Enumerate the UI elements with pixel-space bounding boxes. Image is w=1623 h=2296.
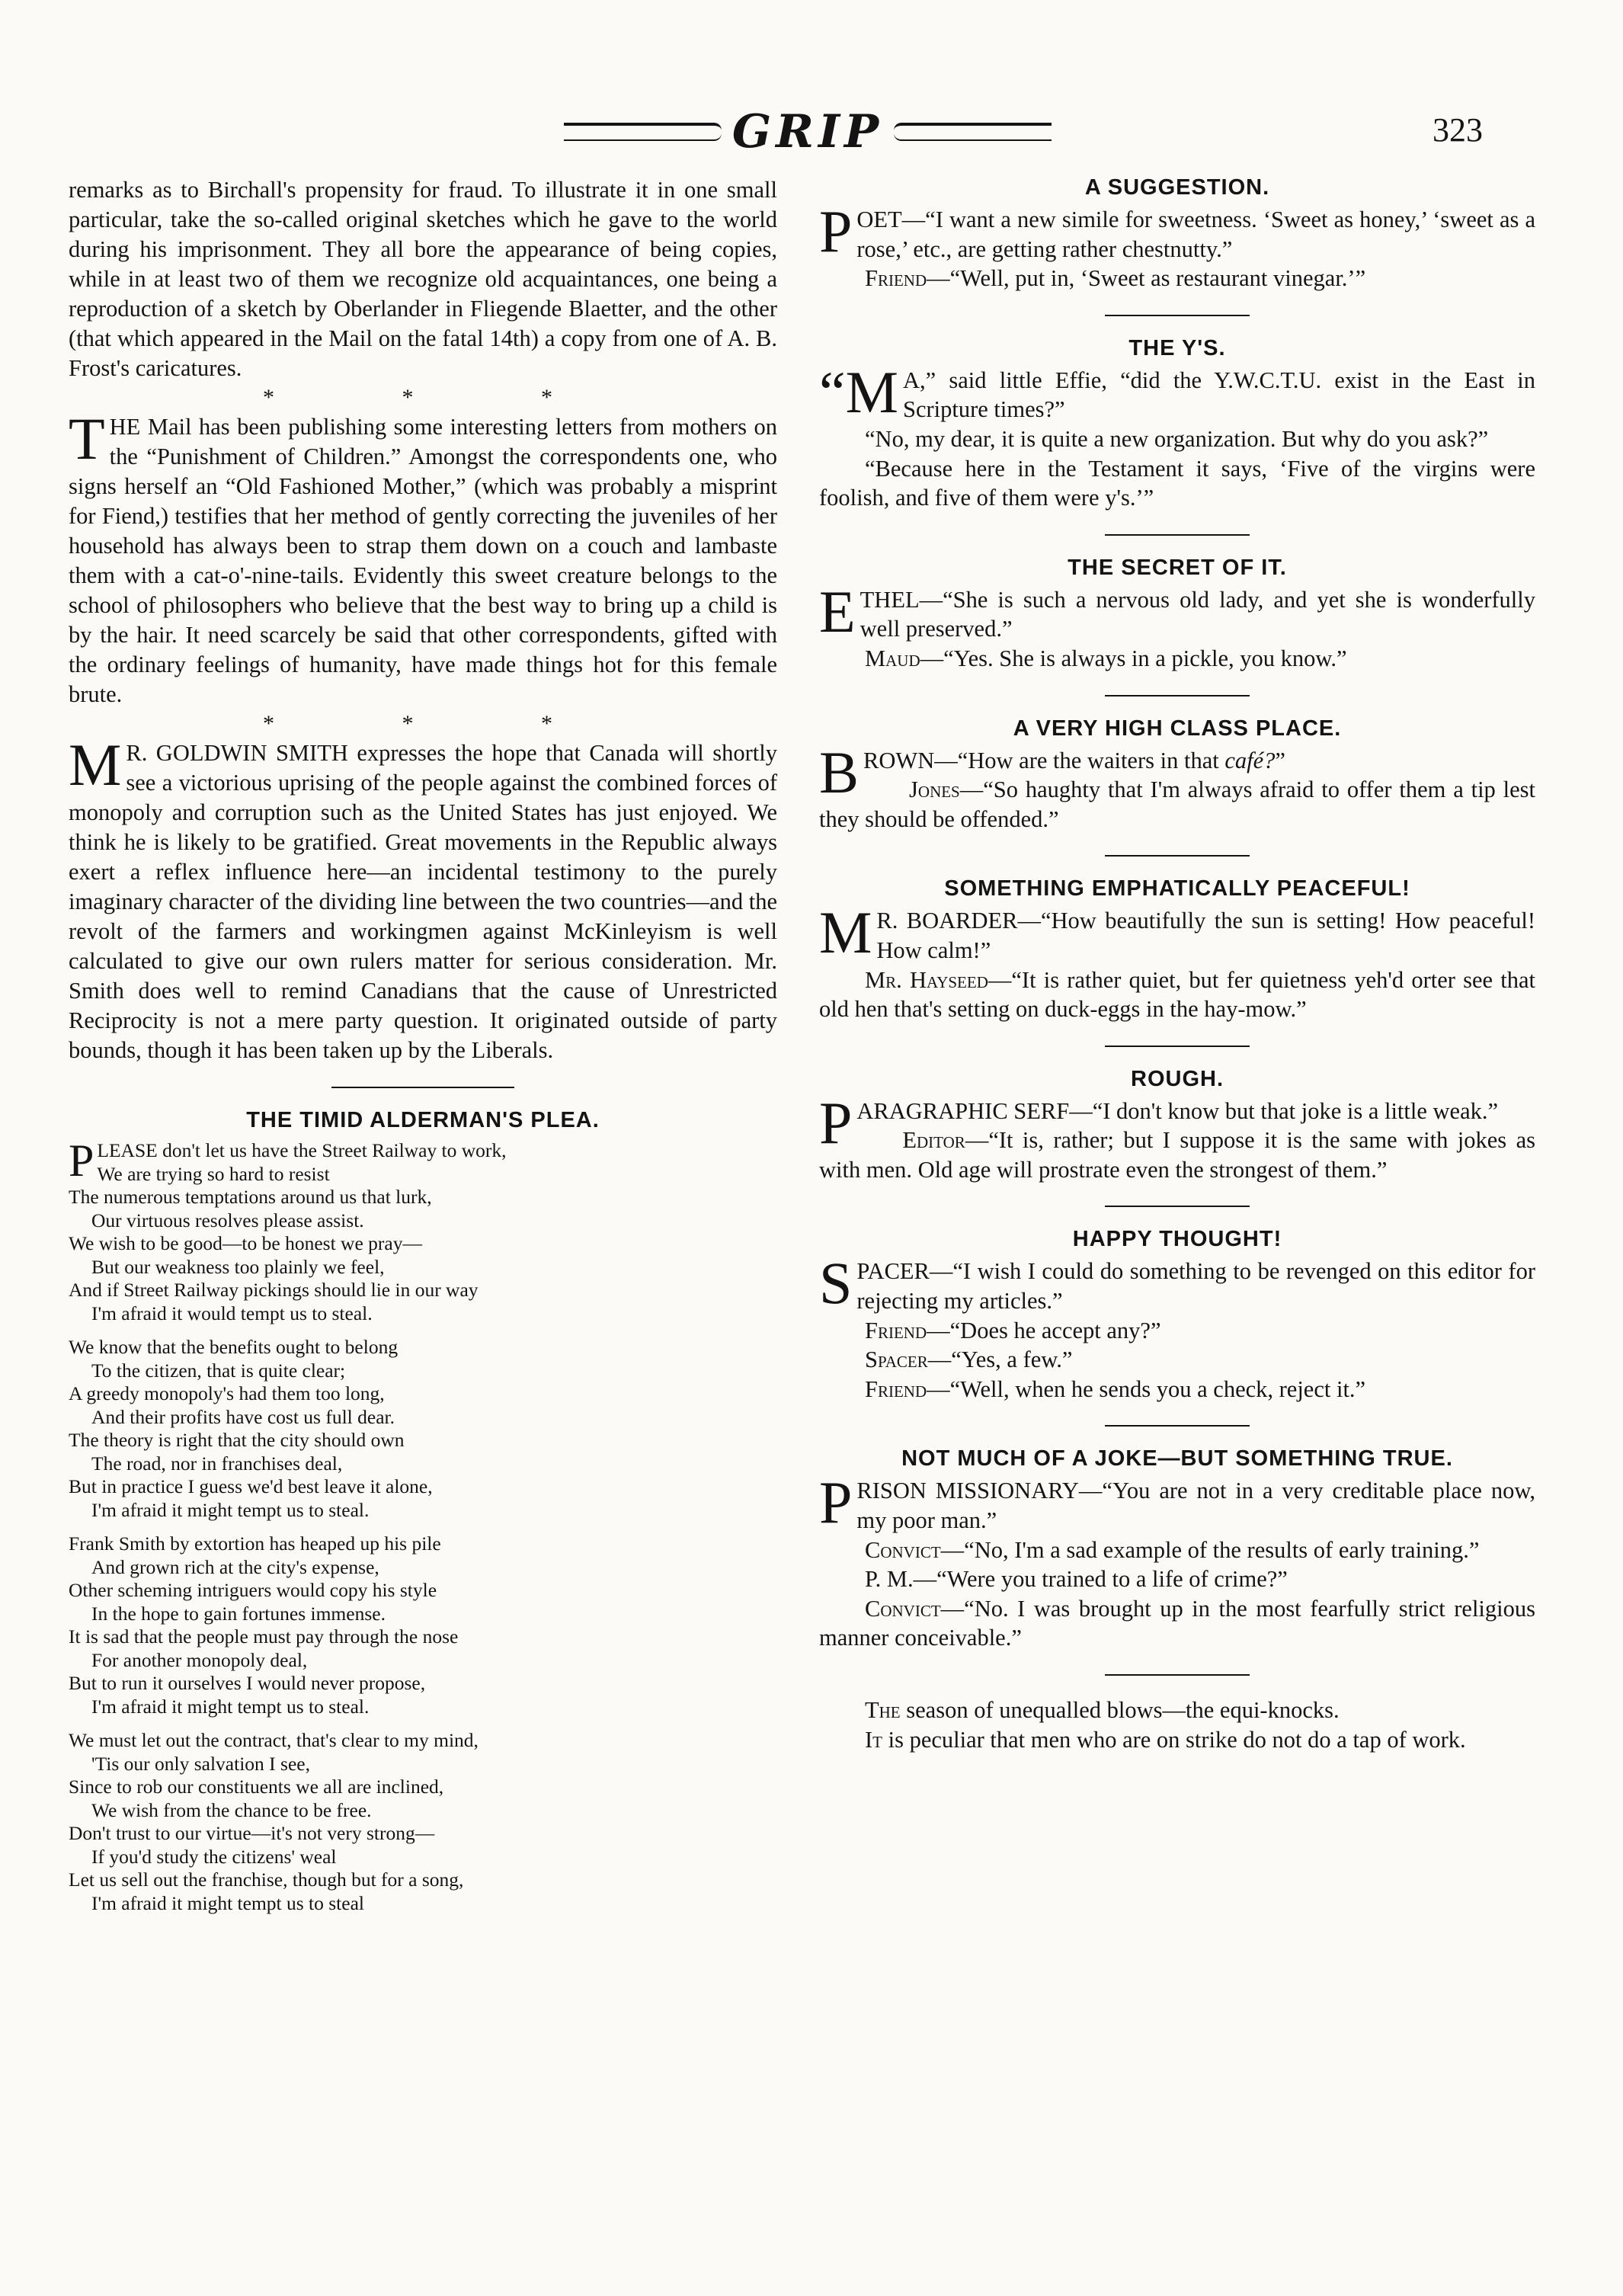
section-stars: * * *	[263, 385, 613, 410]
poem-line: PLEASE don't let us have the Street Railway to work,	[69, 1135, 507, 1186]
poem-line: And their profits have cost us full dear.	[91, 1405, 395, 1428]
poem-line: It is sad that the people must pay through the nose	[69, 1625, 459, 1648]
right-column	[819, 175, 1535, 1754]
drop-cap: M	[819, 899, 872, 966]
poem-stanza	[69, 1135, 777, 1325]
secret-section	[819, 556, 1535, 674]
poem-line: Don't trust to our virtue—it's not very strong—	[69, 1822, 435, 1844]
poem-line: A greedy monopoly's had them too long,	[69, 1382, 385, 1404]
peaceful-section	[819, 876, 1535, 1023]
dialogue-line: Friend—“Well, when he sends you a check, reject it.”	[865, 1375, 1366, 1402]
poem-line: Other scheming intriguers would copy his style	[69, 1579, 437, 1601]
poem-line: Let us sell out the franchise, though but for a song,	[69, 1869, 464, 1891]
drop-cap: M	[69, 732, 122, 798]
poem-line: I'm afraid it might tempt us to steal.	[91, 1695, 370, 1718]
dialogue-line: Friend—“Does he accept any?”	[865, 1317, 1161, 1343]
left-column	[69, 175, 777, 1926]
dialogue-line: Convict—“No. I was brought up in the most fearfully strict religious manner conceivable.”	[819, 1595, 1535, 1651]
poem-line: We are trying so hard to resist	[97, 1162, 330, 1185]
mail-paragraph	[69, 405, 777, 709]
section-heading: NOT MUCH OF A JOKE—BUT SOMETHING TRUE.	[901, 1446, 1453, 1471]
dialogue-line: “M A,” said little Effie, “did the Y.W.C.T.U. exist in the East in Scripture times?”	[819, 358, 1535, 425]
dialogue-line: ETHEL—“She is such a nervous old lady, and yet she is wonderfully well preserved.”	[819, 578, 1535, 645]
drop-cap: S	[819, 1250, 853, 1317]
masthead-title: GRIP	[731, 105, 884, 159]
poem-line: But to run it ourselves I would never propose,	[69, 1672, 426, 1694]
dialogue-line: PRISON MISSIONARY—“You are not in a very creditable place now, my poor man.”	[819, 1469, 1535, 1536]
masthead	[564, 105, 1052, 159]
poem-line: 'Tis our only salvation I see,	[91, 1752, 310, 1775]
poem-line: The numerous temptations around us that lurk,	[69, 1186, 432, 1208]
poem-line: For another monopoly deal,	[91, 1648, 308, 1671]
drop-cap: “M	[819, 358, 898, 425]
dialogue-line: Convict—“No, I'm a sad example of the results of early training.”	[865, 1536, 1480, 1563]
drop-cap: E	[819, 578, 856, 645]
something-true-section	[819, 1446, 1535, 1653]
poem-line: But in practice I guess we'd best leave it alone,	[69, 1475, 433, 1497]
drop-cap: P	[69, 1135, 94, 1186]
section-divider	[1105, 855, 1250, 857]
poem-line: We must let out the contract, that's clear to my mind,	[69, 1729, 479, 1751]
poem-line: And grown rich at the city's expense,	[91, 1555, 379, 1578]
dialogue-line: M R. BOARDER—“How beautifully the sun is setting! How peaceful! How calm!”	[819, 899, 1535, 966]
section-heading: A SUGGESTION.	[1084, 175, 1270, 200]
poem-line: Since to rob our constituents we all are inclined,	[69, 1776, 444, 1798]
drop-cap: P	[819, 198, 853, 264]
suggestion-section	[819, 175, 1535, 293]
dialogue-line: Friend—“Well, put in, ‘Sweet as restaurant vinegar.’”	[865, 265, 1366, 292]
section-divider	[1105, 695, 1250, 696]
poem-line: Our virtuous resolves please assist.	[91, 1209, 364, 1231]
section-divider	[1105, 534, 1250, 536]
poem-line: The road, nor in franchises deal,	[91, 1452, 343, 1475]
poem-stanza	[69, 1336, 777, 1522]
poem-line: The theory is right that the city should own	[69, 1429, 405, 1451]
dialogue-line: “Because here in the Testament it says, ‘Five of the virgins were foolish, and five of them were y's.’”	[819, 455, 1535, 511]
poem-line: We wish to be good—to be honest we pray—	[69, 1232, 422, 1254]
dialogue-line: BROWN—“How are the waiters in that café?”	[819, 738, 1285, 805]
happy-thought-section	[819, 1227, 1535, 1404]
dialogue-line: “No, my dear, it is quite a new organization. But why do you ask?”	[865, 425, 1489, 452]
poem-line: I'm afraid it might tempt us to steal	[91, 1891, 364, 1914]
poem-line: We wish from the chance to be free.	[91, 1798, 372, 1821]
dialogue-line: Jones—“So haughty that I'm always afraid to offer them a tip lest they should be offended.”	[819, 777, 1535, 832]
ornamental-rule-right	[894, 123, 1052, 141]
dialogue-line: Editor—“It is, rather; but I suppose it is the same with jokes as with men. Old age will prostrate even the strongest of them.”	[819, 1127, 1535, 1183]
poem-title: THE TIMID ALDERMAN'S PLEA.	[246, 1108, 600, 1132]
quip-paragraph: It is peculiar that men who are on strike do not do a tap of work.	[865, 1726, 1466, 1753]
drop-cap: B	[819, 738, 860, 805]
dialogue-line: Maud—“Yes. She is always in a pickle, you know.”	[865, 645, 1347, 671]
section-heading: ROUGH.	[1131, 1066, 1224, 1091]
intro-paragraph: remarks as to Birchall's propensity for fraud. To illustrate it in one small particular, take the so-called original sketches which he gave to the world during his imprisonment. They all bore the appearance of being copies, while in at least two of them we recognize old acquaintances, one being a reproduction of a sketch by Oberlander in Fliegende Blaetter, and the other (that which appeared in the Mail on the fatal 14th) a copy from one of A. B. Frost's caricatures.	[69, 177, 777, 381]
section-divider	[1105, 1046, 1250, 1047]
section-divider	[331, 1087, 514, 1088]
poem-line: We know that the benefits ought to belong	[69, 1336, 399, 1358]
section-divider	[1105, 1674, 1250, 1676]
mail-paragraph-text: HE Mail has been publishing some interesting letters from mothers on the “Punishment of Children.” Amongst the correspondents one, who signs herself an “Old Fashioned Mother,” (which was probably a misprint for Fiend,) testifies that her method of gently correcting the juveniles of her household has always been to strap them down on a couch and lambaste them with a cat-o'-nine-tails. Evidently this sweet creature belongs to the school of philosophers who believe that the best way to bring up a child is by the hair. It need scarcely be said that other correspondents, gifted with the ordinary feelings of humanity, have made things hot for this female brute.	[69, 414, 777, 707]
poem-stanza	[69, 1532, 777, 1718]
poem-line: I'm afraid it might tempt us to steal.	[91, 1498, 370, 1521]
dialogue-line: SPACER—“I wish I could do something to be revenged on this editor for rejecting my articles.”	[819, 1250, 1535, 1317]
goldwin-smith-text: R. GOLDWIN SMITH expresses the hope that Canada will shortly see a victorious uprising of the people against the combined forces of monopoly and corruption such as the United States has just enjoyed. We think he is likely to be gratified. Great movements in the Republic always exert a reflex influence here—an incidental testimony to the purely imaginary character of the dividing line between the two countries—and the revolt of the farmers and workingmen against McKinleyism is well calculated to give our own rulers matter for serious consideration. Mr. Smith does well to remind Canadians that the cause of Unrestricted Reciprocity is not a mere party question. It originated outside of party bounds, though it has been taken up by the Liberals.	[69, 740, 777, 1063]
drop-cap: P	[819, 1469, 853, 1536]
drop-cap: T	[69, 405, 105, 472]
section-heading: THE Y'S.	[1128, 335, 1226, 360]
poem-line: But our weakness too plainly we feel,	[91, 1255, 385, 1278]
dialogue-line: POET—“I want a new simile for sweetness. ‘Sweet as honey,’ ‘sweet as a rose,’ etc., are getting rather chestnutty.”	[819, 198, 1535, 264]
poem-stanza	[69, 1729, 777, 1915]
poem-line: In the hope to gain fortunes immense.	[91, 1602, 386, 1625]
dialogue-line: Spacer—“Yes, a few.”	[865, 1347, 1073, 1373]
section-heading: THE SECRET OF IT.	[1068, 555, 1287, 580]
poem-line: Frank Smith by extortion has heaped up his pile	[69, 1532, 441, 1555]
dialogue-line: Mr. Hayseed—“It is rather quiet, but fer quietness yeh'd orter see that old hen that's setting on duck-eggs in the hay-mow.”	[819, 966, 1535, 1023]
high-class-section	[819, 716, 1535, 834]
goldwin-smith-paragraph	[69, 732, 777, 1065]
section-stars: * * *	[263, 711, 613, 736]
section-heading: SOMETHING EMPHATICALLY PEACEFUL!	[944, 876, 1410, 901]
section-divider	[1105, 1206, 1250, 1207]
closing-quips	[819, 1696, 1535, 1754]
ornamental-rule-left	[564, 123, 722, 141]
poem	[69, 1135, 777, 1915]
ys-section	[819, 336, 1535, 513]
dialogue-line: P. M.—“Were you trained to a life of crime?”	[865, 1566, 1288, 1593]
poem-line: If you'd study the citizens' weal	[91, 1845, 337, 1868]
poem-line: I'm afraid it would tempt us to steal.	[91, 1302, 373, 1324]
page-number: 323	[1433, 111, 1483, 149]
drop-cap: P	[819, 1089, 853, 1156]
rough-section	[819, 1067, 1535, 1185]
dialogue-line: PARAGRAPHIC SERF—“I don't know but that joke is a little weak.”	[819, 1089, 1499, 1156]
section-heading: A VERY HIGH CLASS PLACE.	[1013, 716, 1342, 741]
section-divider	[1105, 1425, 1250, 1427]
section-heading: HAPPY THOUGHT!	[1072, 1227, 1282, 1252]
poem-line: To the citizen, that is quite clear;	[91, 1359, 346, 1382]
poem-line: And if Street Railway pickings should lie in our way	[69, 1279, 479, 1301]
section-divider	[1105, 315, 1250, 316]
quip-paragraph: The season of unequalled blows—the equi-knocks.	[865, 1697, 1340, 1723]
